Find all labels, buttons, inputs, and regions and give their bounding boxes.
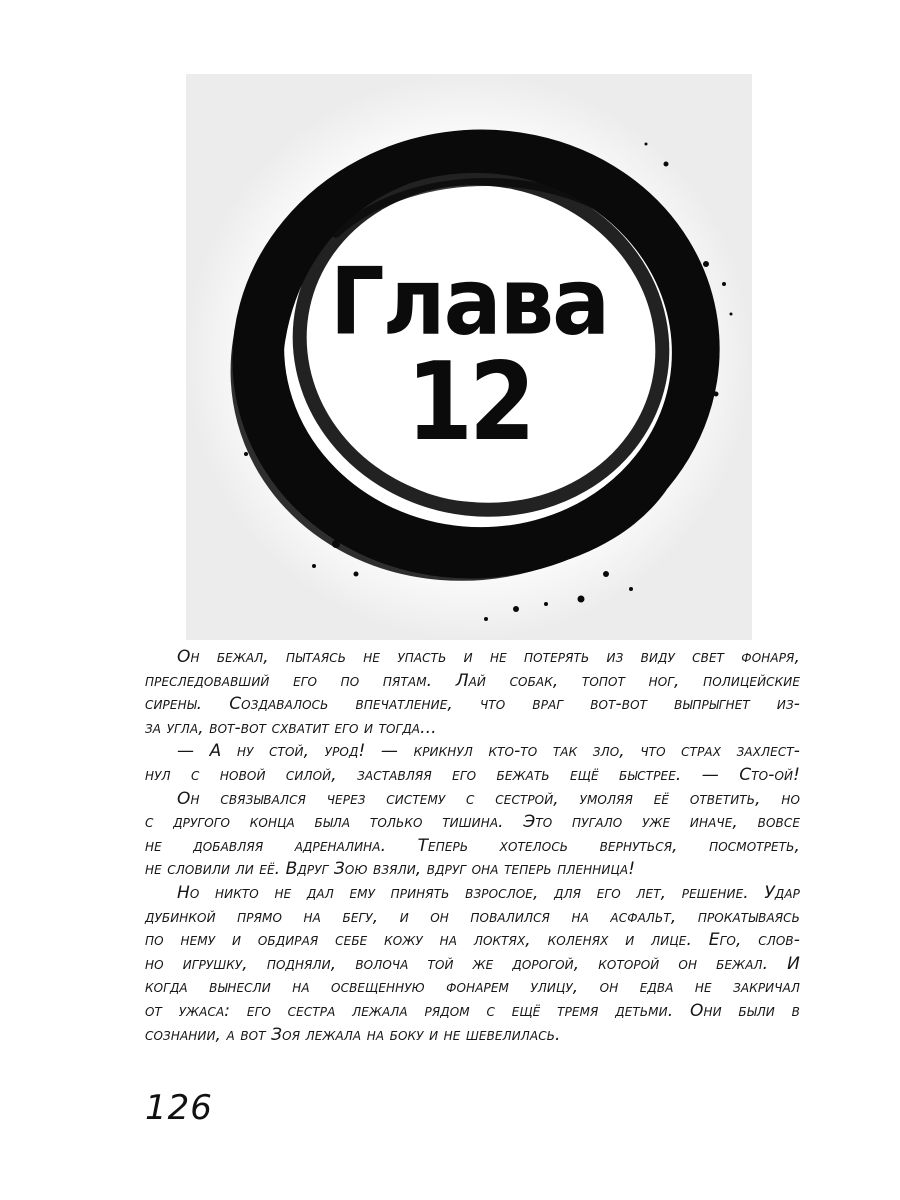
text-line: Он связывался через систему с сестрой, умоляя её ответить, но <box>177 788 800 809</box>
text-line: от ужаса: его сестра лежала рядом с ещё тремя детьми. Они были в <box>145 1000 800 1021</box>
text-line: Но никто не дал ему принять взрослое, для его лет, решение. Удар <box>177 882 800 903</box>
text-line: но игрушку, подняли, волоча той же дорогой, которой он бежал. И <box>145 953 800 974</box>
text-line: не добавляя адреналина. Теперь хотелось вернуться, посмотреть, <box>145 835 800 856</box>
text-line: Он бежал, пытаясь не упасть и не потерять из виду свет фонаря, <box>177 647 800 667</box>
text-line: дубинкой прямо на бегу, и он повалился на асфальт, прокатываясь <box>145 906 800 927</box>
chapter-number: 12 <box>406 339 532 465</box>
chapter-label: Глава <box>329 248 609 356</box>
chapter-title-illustration <box>186 74 752 640</box>
text-line: сознании, а вот Зоя лежала на боку и не шевелилась. <box>145 1024 561 1045</box>
text-line: — А ну стой, урод! — крикнул кто-то так зло, что страх захлест- <box>177 741 800 762</box>
text-line: преследовавший его по пятам. Лай собак, топот ног, полицейские <box>145 670 800 691</box>
text-line: когда вынесли на освещенную фонарем улицу, он едва не закричал <box>145 977 800 998</box>
text-line: нул с новой силой, заставляя его бежать ещё быстрее. — Сто-ой! <box>145 764 800 785</box>
text-line: по нему и обдирая себе кожу на локтях, коленях и лице. Его, слов- <box>145 930 800 951</box>
text-line: сирены. Создавалось впечатление, что враг вот-вот выпрыгнет из- <box>145 694 800 715</box>
text-line: с другого конца была только тишина. Это пугало уже иначе, вовсе <box>145 812 800 833</box>
text-line: за угла, вот-вот схватит его и тогда... <box>145 717 437 738</box>
page-number: 126 <box>145 1088 213 1128</box>
text-line: не словили ли её. Вдруг Зою взяли, вдруг она теперь пленница! <box>145 859 636 880</box>
chapter-body-text <box>145 646 800 1047</box>
